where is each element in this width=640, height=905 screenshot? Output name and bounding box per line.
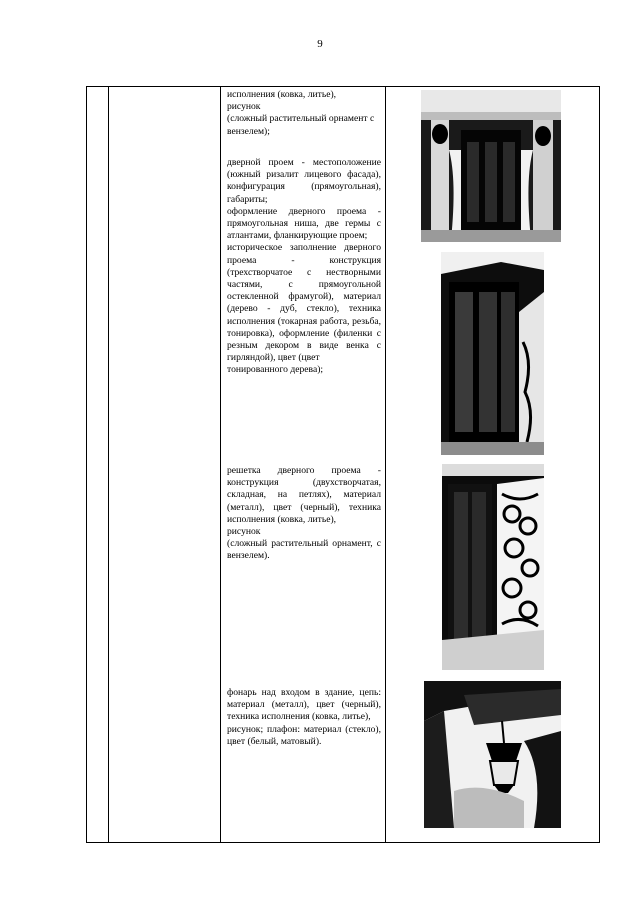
column-divider-3 [220, 87, 221, 842]
text-line: оформление дверного проема - прямоугольная ниша, две гермы с атлантами, фланкирующие проем; [227, 205, 381, 242]
column-divider-2 [108, 87, 109, 842]
text-line: дверной проем - местоположение (южный ризалит лицевого фасада), конфигурация (прямоугольная), габариты; [227, 157, 381, 205]
column-divider-5 [599, 87, 600, 842]
oak-door-photo [441, 252, 544, 455]
description-block-grille [227, 465, 381, 563]
description-block-doorway [227, 157, 381, 377]
page-number: 9 [317, 38, 323, 50]
text-line: рисунок [227, 526, 261, 538]
facade-doorway-photo [421, 90, 561, 242]
text-line: (сложный растительный орнамент с [227, 113, 375, 125]
description-block-lantern [227, 687, 381, 748]
text-line: рисунок [227, 101, 261, 113]
text-line: историческое заполнение дверного проема - конструкция (трехстворчатое с нестворными частями, с прямоугольной остекленной фрамугой), материал (дерево - дуб, стекло), техника исполнения (токарная работа, резьба, тонировка), оформление (филенки с резным декором в виде венка с гирляндой), цвет (цвет [227, 242, 381, 364]
text-line: рисунок; плафон: материал (стекло), цвет (белый, матовый). [227, 723, 381, 747]
text-line: тонированного дерева); [227, 364, 324, 376]
text-line: фонарь над входом в здание, цепь: материал (металл), цвет (черный), техника исполнения (ковка, литье), [227, 687, 381, 723]
entrance-lantern-photo [424, 681, 561, 828]
text-line: (сложный растительный орнамент, с вензелем). [227, 538, 381, 562]
description-block-ironwork-top [227, 89, 381, 138]
column-divider-4 [385, 87, 386, 842]
door-grille-photo [442, 464, 544, 670]
content-table [86, 86, 600, 843]
column-divider-1 [86, 87, 87, 842]
text-line: вензелем); [227, 125, 270, 137]
text-line: исполнения (ковка, литье), [227, 89, 337, 100]
text-line: решетка дверного проема - конструкция (двухстворчатая, складная, на петлях), материал (металл), цвет (черный), техника исполнения (ковка, литье), [227, 465, 381, 525]
